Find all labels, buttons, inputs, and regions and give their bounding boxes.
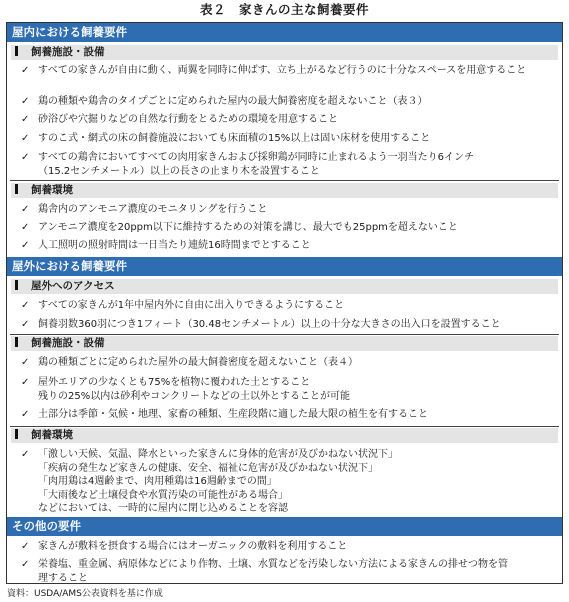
item-text: 家きんが敷料を摂食する場合にはオーガニックの敷料を利用すること — [38, 541, 348, 552]
section-header-outdoor: 屋外における飼養要件 — [7, 257, 562, 276]
checkmark-icon: ✓ — [21, 449, 30, 460]
item-text: 鶏の種類ごとに定められた屋外の最大飼養密度を超えないこと（表４） — [38, 357, 358, 368]
sub-header-outdoor-facility — [11, 336, 558, 351]
item-text: 「激しい天候、気温、降水といった家きんに身体的危害が及びかねない状況下」 — [38, 449, 398, 460]
item-text: 「大雨後など土壌侵食や水質汚染の可能性がある場合」 — [38, 489, 288, 501]
checkmark-icon: ✓ — [21, 300, 30, 311]
item-text: 鶏の種類や鶏舎のタイプごとに定められた屋内の最大飼養密度を超えないこと（表３） — [38, 96, 428, 107]
item-text: すべての家きんが自由に動く、両翼を同時に伸ばす、立ち上がるなど行うのに十分なスペースを用意すること — [38, 65, 527, 76]
checkmark-icon: ✓ — [21, 357, 30, 368]
checkmark-icon: ✓ — [21, 240, 30, 251]
checkmark-icon: ✓ — [21, 377, 30, 388]
checkmark-icon: ✓ — [21, 96, 30, 107]
item-text: 土部分は季節・気候・地理、家畜の種類、生産段階に適した最大限の植生を有すること — [38, 409, 428, 420]
sub-header-label: 飼養環境 — [31, 184, 73, 196]
bar-marker-icon — [15, 46, 18, 56]
item-text: すべての鶏舎においてすべての肉用家きんおよび採卵鶏が同時に止まれるよう一羽当たり6インチ — [38, 152, 474, 163]
sub-header-label: 屋外へのアクセス — [31, 280, 115, 292]
bar-marker-icon — [15, 337, 18, 347]
divider — [10, 426, 559, 427]
checkmark-icon: ✓ — [21, 204, 30, 215]
item-text: 砂浴びや穴掘りなどの自然な行動をとるための環境を用意すること — [38, 114, 338, 125]
checkmark-icon: ✓ — [21, 319, 30, 330]
sub-header-indoor-environment — [11, 183, 558, 198]
divider — [10, 334, 559, 335]
item-text: （15.2センチメートル）以上の長さの止まり木を設置すること — [38, 165, 320, 177]
section-header-other: その他の要件 — [7, 517, 562, 536]
checkmark-icon: ✓ — [21, 541, 30, 552]
section-header-indoor: 屋内における飼養要件 — [7, 23, 562, 42]
sub-header-indoor-facility — [11, 45, 558, 60]
checkmark-icon: ✓ — [21, 559, 30, 570]
table-title: 表２ 家きんの主な飼養要件 — [199, 2, 369, 17]
item-text: すのこ式・網式の床の飼養施設においても床面積の15%以上は固い床材を使用すること — [38, 133, 431, 144]
item-text: 「疾病の発生など家きんの健康、安全、福祉に危害が及びかねない状況下」 — [38, 462, 378, 474]
sub-header-label: 飼養環境 — [31, 429, 73, 441]
checkmark-icon: ✓ — [21, 222, 30, 233]
bar-marker-icon — [15, 184, 18, 194]
item-text: 屋外エリアの少なくとも75%を植物に覆われた土とすること — [38, 377, 311, 388]
item-text: 人工照明の照射時間は一日当たり連続16時間までとすること — [38, 240, 311, 251]
checkmark-icon: ✓ — [21, 409, 30, 420]
item-text: 栄養塩、重金属、病原体などにより作物、土壌、水質などを汚染しない方法による家きんの排せつ物を管 — [38, 559, 508, 570]
sub-header-label: 飼養施設・設備 — [31, 337, 105, 349]
checkmark-icon: ✓ — [21, 133, 30, 144]
item-text: 「肉用鶏は4週齢まで、肉用種鶏は16週齢までの間」 — [38, 476, 277, 487]
checkmark-icon: ✓ — [21, 65, 30, 76]
sub-header-label: 飼養施設・設備 — [31, 46, 105, 58]
requirements-table — [6, 22, 563, 584]
sub-header-outdoor-environment — [11, 428, 558, 443]
item-text: などにおいては、一時的に屋内に閉じ込めることを容認 — [38, 503, 288, 514]
item-text: 理すること — [38, 572, 88, 584]
divider — [10, 180, 559, 181]
item-text: 残りの25%以内は砂利やコンクリートなどの土以外とすることが可能 — [38, 390, 351, 402]
source-note: 資料：USDA/AMS公表資料を基に作成 — [7, 589, 163, 599]
bar-marker-icon — [15, 280, 18, 290]
item-text: アンモニア濃度を20ppm以下に維持するための対策を講じ、最大でも25ppmを超えないこと — [38, 222, 458, 233]
item-text: 飼養羽数360羽につき1フィート（30.48センチメートル）以上の十分な大きさの出入口を設置すること — [38, 319, 501, 330]
item-text: すべての家きんが1年中屋内外に自由に出入りできるようにすること — [38, 300, 345, 311]
bar-marker-icon — [15, 429, 18, 439]
checkmark-icon: ✓ — [21, 152, 30, 163]
sub-header-outdoor-access — [11, 279, 558, 294]
checkmark-icon: ✓ — [21, 114, 30, 125]
item-text: 鶏舎内のアンモニア濃度のモニタリングを行うこと — [38, 204, 268, 215]
